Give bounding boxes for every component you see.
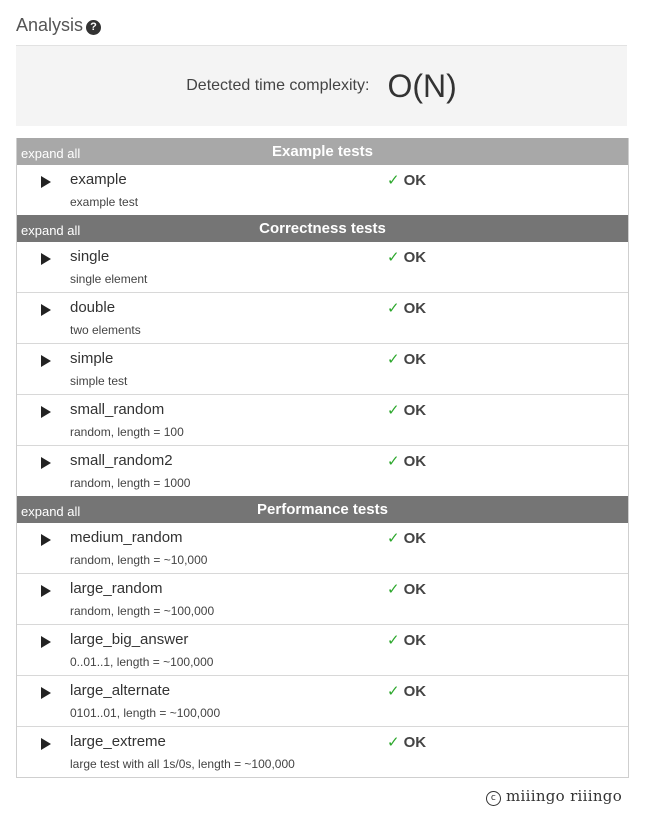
expand-triangle-icon[interactable] (41, 636, 51, 648)
check-icon: ✓ (387, 453, 400, 470)
group-title: Example tests (272, 143, 373, 160)
analysis-header (16, 8, 101, 36)
brand-text: miiingo riiingo (506, 787, 623, 805)
test-description: 0101..01, length = ~100,000 (70, 706, 221, 720)
test-name: small_random2 (70, 452, 173, 469)
test-description: random, length = 100 (70, 425, 184, 439)
test-row (17, 445, 628, 496)
test-status (387, 248, 426, 266)
test-status (387, 529, 426, 547)
test-status (387, 452, 426, 470)
group-title: Performance tests (257, 501, 388, 518)
test-status (387, 401, 426, 419)
expand-triangle-icon[interactable] (41, 304, 51, 316)
status-text: OK (403, 300, 427, 317)
complexity-label: Detected time complexity: (186, 77, 370, 94)
expand-triangle-icon[interactable] (41, 687, 51, 699)
test-description: random, length = 1000 (70, 476, 191, 490)
test-description: single element (70, 272, 148, 286)
footer-brand (486, 787, 622, 806)
test-status (387, 733, 426, 751)
check-icon: ✓ (387, 172, 400, 189)
expand-triangle-icon[interactable] (41, 585, 51, 597)
status-text: OK (403, 402, 427, 419)
group-title: Correctness tests (259, 220, 386, 237)
check-icon: ✓ (387, 351, 400, 368)
test-row (17, 726, 628, 777)
test-name: large_alternate (70, 682, 171, 699)
test-row (17, 624, 628, 675)
expand-triangle-icon[interactable] (41, 738, 51, 750)
test-name: single (70, 248, 110, 265)
check-icon: ✓ (387, 402, 400, 419)
group-header (17, 496, 628, 523)
check-icon: ✓ (387, 300, 400, 317)
check-icon: ✓ (387, 249, 400, 266)
test-name: medium_random (70, 529, 183, 546)
test-name: example (70, 171, 127, 188)
status-text: OK (403, 453, 427, 470)
test-row (17, 242, 628, 292)
test-description: 0..01..1, length = ~100,000 (70, 655, 214, 669)
tests-table (16, 138, 629, 778)
test-name: double (70, 299, 116, 316)
expand-triangle-icon[interactable] (41, 534, 51, 546)
test-status (387, 682, 426, 700)
test-status (387, 580, 426, 598)
test-row (17, 394, 628, 445)
test-status (387, 171, 426, 189)
complexity-box (16, 46, 627, 126)
test-row (17, 292, 628, 343)
test-description: large test with all 1s/0s, length = ~100,000 (70, 757, 295, 771)
expand-triangle-icon[interactable] (41, 253, 51, 265)
analysis-title: Analysis (16, 15, 84, 35)
expand-triangle-icon[interactable] (41, 355, 51, 367)
test-status (387, 631, 426, 649)
test-status (387, 299, 426, 317)
check-icon: ✓ (387, 581, 400, 598)
test-row (17, 343, 628, 394)
test-name: large_random (70, 580, 163, 597)
test-row (17, 165, 628, 215)
test-description: example test (70, 195, 139, 209)
test-description: simple test (70, 374, 128, 388)
status-text: OK (403, 530, 427, 547)
test-row (17, 675, 628, 726)
complexity-value: O(N) (387, 67, 457, 104)
test-name: small_random (70, 401, 165, 418)
test-name: large_big_answer (70, 631, 189, 648)
status-text: OK (403, 249, 427, 266)
test-name: large_extreme (70, 733, 166, 750)
status-text: OK (403, 683, 427, 700)
expand-all-link[interactable]: expand all (21, 504, 81, 519)
status-text: OK (403, 581, 427, 598)
group-header (17, 215, 628, 242)
expand-all-link[interactable]: expand all (21, 223, 81, 238)
test-row (17, 523, 628, 573)
test-description: random, length = ~10,000 (70, 553, 208, 567)
expand-all-link[interactable]: expand all (21, 146, 81, 161)
expand-triangle-icon[interactable] (41, 406, 51, 418)
test-description: random, length = ~100,000 (70, 604, 215, 618)
expand-triangle-icon[interactable] (41, 457, 51, 469)
status-text: OK (403, 351, 427, 368)
test-description: two elements (70, 323, 141, 337)
status-text: OK (403, 734, 427, 751)
check-icon: ✓ (387, 683, 400, 700)
test-row (17, 573, 628, 624)
help-icon[interactable]: ? (86, 20, 101, 35)
status-text: OK (403, 632, 427, 649)
test-status (387, 350, 426, 368)
status-text: OK (403, 172, 427, 189)
copyright-icon: c (486, 791, 501, 806)
check-icon: ✓ (387, 734, 400, 751)
check-icon: ✓ (387, 530, 400, 547)
group-header (17, 138, 628, 165)
expand-triangle-icon[interactable] (41, 176, 51, 188)
test-name: simple (70, 350, 114, 367)
check-icon: ✓ (387, 632, 400, 649)
